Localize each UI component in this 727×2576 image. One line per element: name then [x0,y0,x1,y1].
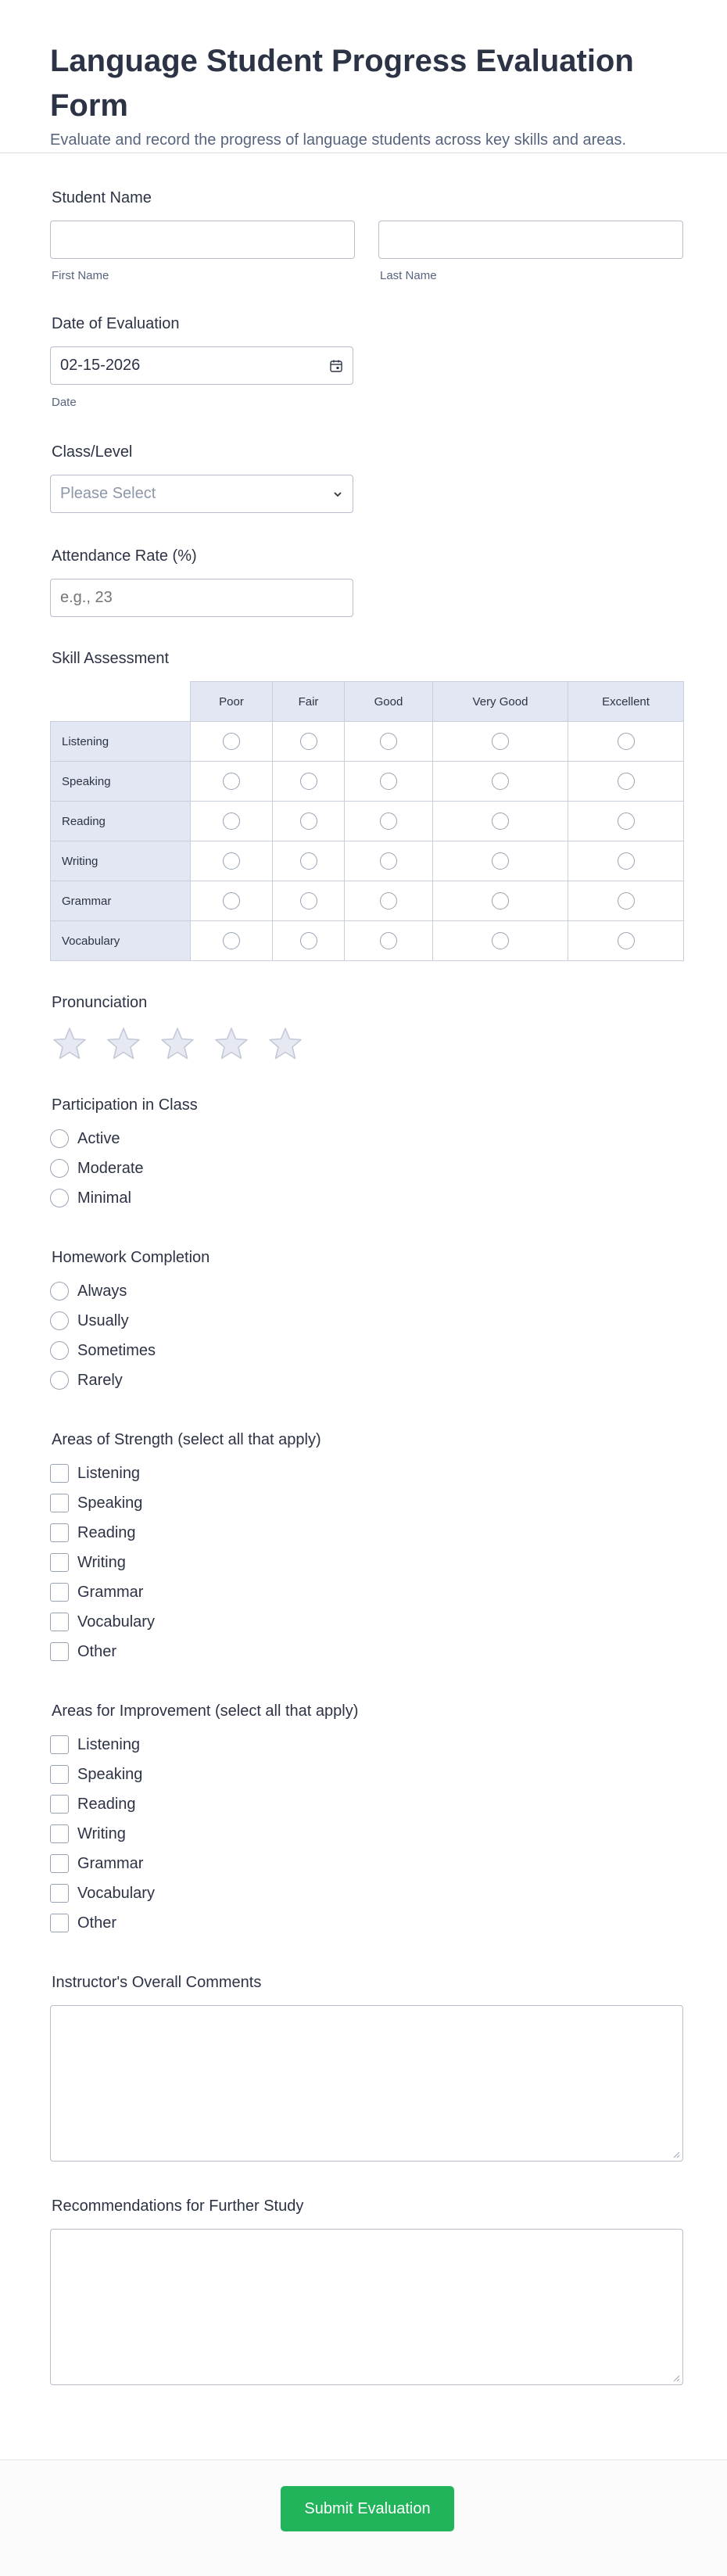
matrix-radio[interactable] [380,892,397,909]
checkbox[interactable] [50,1914,69,1932]
submit-button[interactable]: Submit Evaluation [281,2486,454,2531]
checkbox-option[interactable] [50,1730,683,1760]
checkbox-option[interactable] [50,1878,683,1908]
matrix-row-speaking [51,762,684,802]
matrix-radio[interactable] [380,813,397,830]
matrix-radio[interactable] [492,813,509,830]
matrix-col-good: Good [345,682,433,722]
option-label: Minimal [77,1189,131,1207]
class-level-select[interactable] [50,475,353,513]
option-label: Grammar [77,1583,144,1601]
matrix-corner [51,682,191,722]
matrix-row-label: Writing [51,841,191,881]
matrix-radio[interactable] [618,932,635,949]
matrix-radio[interactable] [380,852,397,870]
class-level-section [50,443,683,513]
form-footer [0,2459,727,2576]
checkbox-option[interactable] [50,1607,683,1637]
pronunciation-section [50,994,683,1067]
strengths-options [50,1458,683,1667]
checkbox-option[interactable] [50,1577,683,1607]
star-rating [51,1025,683,1067]
skill-assessment-section [50,650,683,961]
matrix-radio[interactable] [492,892,509,909]
matrix-radio[interactable] [223,813,240,830]
matrix-radio[interactable] [300,932,317,949]
form-title: Language Student Progress Evaluation Form [50,44,634,123]
matrix-radio[interactable] [618,892,635,909]
radio-button[interactable] [50,1311,69,1330]
radio-option[interactable] [50,1153,683,1183]
homework-label: Homework Completion [52,1249,210,1266]
checkbox[interactable] [50,1765,69,1784]
matrix-col-poor: Poor [191,682,273,722]
participation-options [50,1124,683,1213]
improvement-label: Areas for Improvement (select all that apply) [52,1702,359,1720]
radio-option[interactable] [50,1336,683,1365]
matrix-radio[interactable] [223,852,240,870]
radio-option[interactable] [50,1183,683,1213]
comments-label: Instructor's Overall Comments [52,1974,262,1991]
skill-assessment-label: Skill Assessment [52,650,170,667]
option-label: Active [77,1129,120,1147]
pronunciation-label: Pronunciation [52,994,148,1011]
matrix-radio[interactable] [492,733,509,750]
strengths-section [50,1431,683,1667]
matrix-radio[interactable] [300,813,317,830]
matrix-row-label: Speaking [51,762,191,802]
matrix-radio[interactable] [492,773,509,790]
checkbox-option[interactable] [50,1637,683,1667]
matrix-radio[interactable] [492,932,509,949]
option-label: Other [77,1642,117,1660]
comments-section [50,1974,683,2162]
last-name-input[interactable] [378,221,683,259]
checkbox[interactable] [50,1735,69,1754]
option-label: Writing [77,1824,126,1842]
matrix-row-writing [51,841,684,881]
improvement-section [50,1702,683,1938]
resize-handle-icon[interactable] [672,2374,680,2382]
checkbox[interactable] [50,1884,69,1903]
student-name-label: Student Name [52,189,152,206]
checkbox-option[interactable] [50,1488,683,1518]
class-level-selected: Please Select [60,485,156,502]
radio-button[interactable] [50,1159,69,1178]
option-label: Reading [77,1795,136,1813]
option-label: Sometimes [77,1341,156,1359]
star-icon[interactable] [213,1025,250,1067]
checkbox-option[interactable] [50,1819,683,1849]
last-name-sublabel: Last Name [380,269,437,282]
checkbox[interactable] [50,1824,69,1843]
matrix-radio[interactable] [223,892,240,909]
option-label: Grammar [77,1854,144,1872]
option-label: Other [77,1914,117,1932]
class-level-label: Class/Level [52,443,133,461]
skill-matrix [50,681,684,961]
recommendations-label: Recommendations for Further Study [52,2197,304,2215]
radio-option[interactable] [50,1276,683,1306]
star-icon[interactable] [51,1025,88,1067]
recommendations-textarea[interactable] [50,2229,683,2385]
radio-button[interactable] [50,1341,69,1360]
matrix-row-vocabulary [51,921,684,961]
checkbox[interactable] [50,1553,69,1572]
option-label: Writing [77,1553,126,1571]
option-label: Speaking [77,1494,143,1512]
matrix-row-label: Vocabulary [51,921,191,961]
comments-textarea[interactable] [50,2005,683,2162]
radio-button[interactable] [50,1371,69,1390]
checkbox-option[interactable] [50,1518,683,1548]
radio-button[interactable] [50,1189,69,1207]
checkbox[interactable] [50,1494,69,1512]
star-icon[interactable] [159,1025,196,1067]
date-input[interactable] [50,346,353,385]
checkbox[interactable] [50,1523,69,1542]
recommendations-section [50,2197,683,2385]
checkbox-option[interactable] [50,1548,683,1577]
matrix-radio[interactable] [618,773,635,790]
matrix-radio[interactable] [300,892,317,909]
matrix-radio[interactable] [380,733,397,750]
option-label: Listening [77,1735,141,1753]
attendance-input[interactable] [50,579,353,617]
chevron-down-icon [332,489,343,500]
matrix-radio[interactable] [300,852,317,870]
attendance-label: Attendance Rate (%) [52,547,197,565]
matrix-row-grammar [51,881,684,921]
checkbox-option[interactable] [50,1458,683,1488]
option-label: Always [77,1282,127,1300]
matrix-radio[interactable] [380,773,397,790]
improvement-options [50,1730,683,1938]
radio-option[interactable] [50,1365,683,1395]
radio-button[interactable] [50,1129,69,1148]
matrix-row-label: Grammar [51,881,191,921]
matrix-radio[interactable] [380,932,397,949]
checkbox-option[interactable] [50,1760,683,1789]
strengths-label: Areas of Strength (select all that apply) [52,1431,321,1448]
checkbox[interactable] [50,1795,69,1814]
resize-handle-icon[interactable] [672,2151,680,2158]
radio-option[interactable] [50,1124,683,1153]
checkbox[interactable] [50,1642,69,1661]
checkbox[interactable] [50,1613,69,1631]
matrix-col-excellent: Excellent [568,682,684,722]
checkbox[interactable] [50,1854,69,1873]
matrix-radio[interactable] [492,852,509,870]
checkbox-option[interactable] [50,1908,683,1938]
matrix-radio[interactable] [618,852,635,870]
homework-options [50,1276,683,1395]
option-label: Usually [77,1311,129,1329]
form-content [0,189,727,2385]
matrix-row-label: Reading [51,802,191,841]
option-label: Listening [77,1464,141,1482]
option-label: Vocabulary [77,1613,155,1631]
radio-button[interactable] [50,1282,69,1301]
participation-label: Participation in Class [52,1096,198,1114]
radio-option[interactable] [50,1306,683,1336]
date-section [50,315,683,409]
star-icon[interactable] [105,1025,142,1067]
date-value: 02-15-2026 [60,357,141,374]
matrix-radio[interactable] [223,773,240,790]
checkbox[interactable] [50,1464,69,1483]
matrix-row-listening [51,722,684,762]
matrix-row-reading [51,802,684,841]
option-label: Reading [77,1523,136,1541]
matrix-radio[interactable] [618,813,635,830]
option-label: Speaking [77,1765,143,1783]
participation-section [50,1096,683,1213]
option-label: Vocabulary [77,1884,155,1902]
matrix-radio[interactable] [618,733,635,750]
star-icon[interactable] [267,1025,304,1067]
matrix-col-fair: Fair [273,682,345,722]
checkbox-option[interactable] [50,1789,683,1819]
matrix-radio[interactable] [300,733,317,750]
checkbox[interactable] [50,1583,69,1602]
homework-section [50,1249,683,1395]
option-label: Rarely [77,1371,123,1389]
calendar-icon[interactable] [329,359,343,373]
first-name-sublabel: First Name [52,269,109,282]
matrix-col-very-good: Very Good [433,682,568,722]
matrix-row-label: Listening [51,722,191,762]
option-label: Moderate [77,1159,144,1177]
form-subtitle: Evaluate and record the progress of language students across key skills and areas. [50,131,627,149]
matrix-header-row [51,682,684,722]
form-header [0,0,727,153]
matrix-radio[interactable] [223,733,240,750]
checkbox-option[interactable] [50,1849,683,1878]
matrix-radio[interactable] [223,932,240,949]
date-sublabel: Date [52,396,77,409]
student-name-section [50,189,683,282]
attendance-section [50,547,683,617]
first-name-input[interactable] [50,221,355,259]
matrix-radio[interactable] [300,773,317,790]
date-label: Date of Evaluation [52,315,180,332]
